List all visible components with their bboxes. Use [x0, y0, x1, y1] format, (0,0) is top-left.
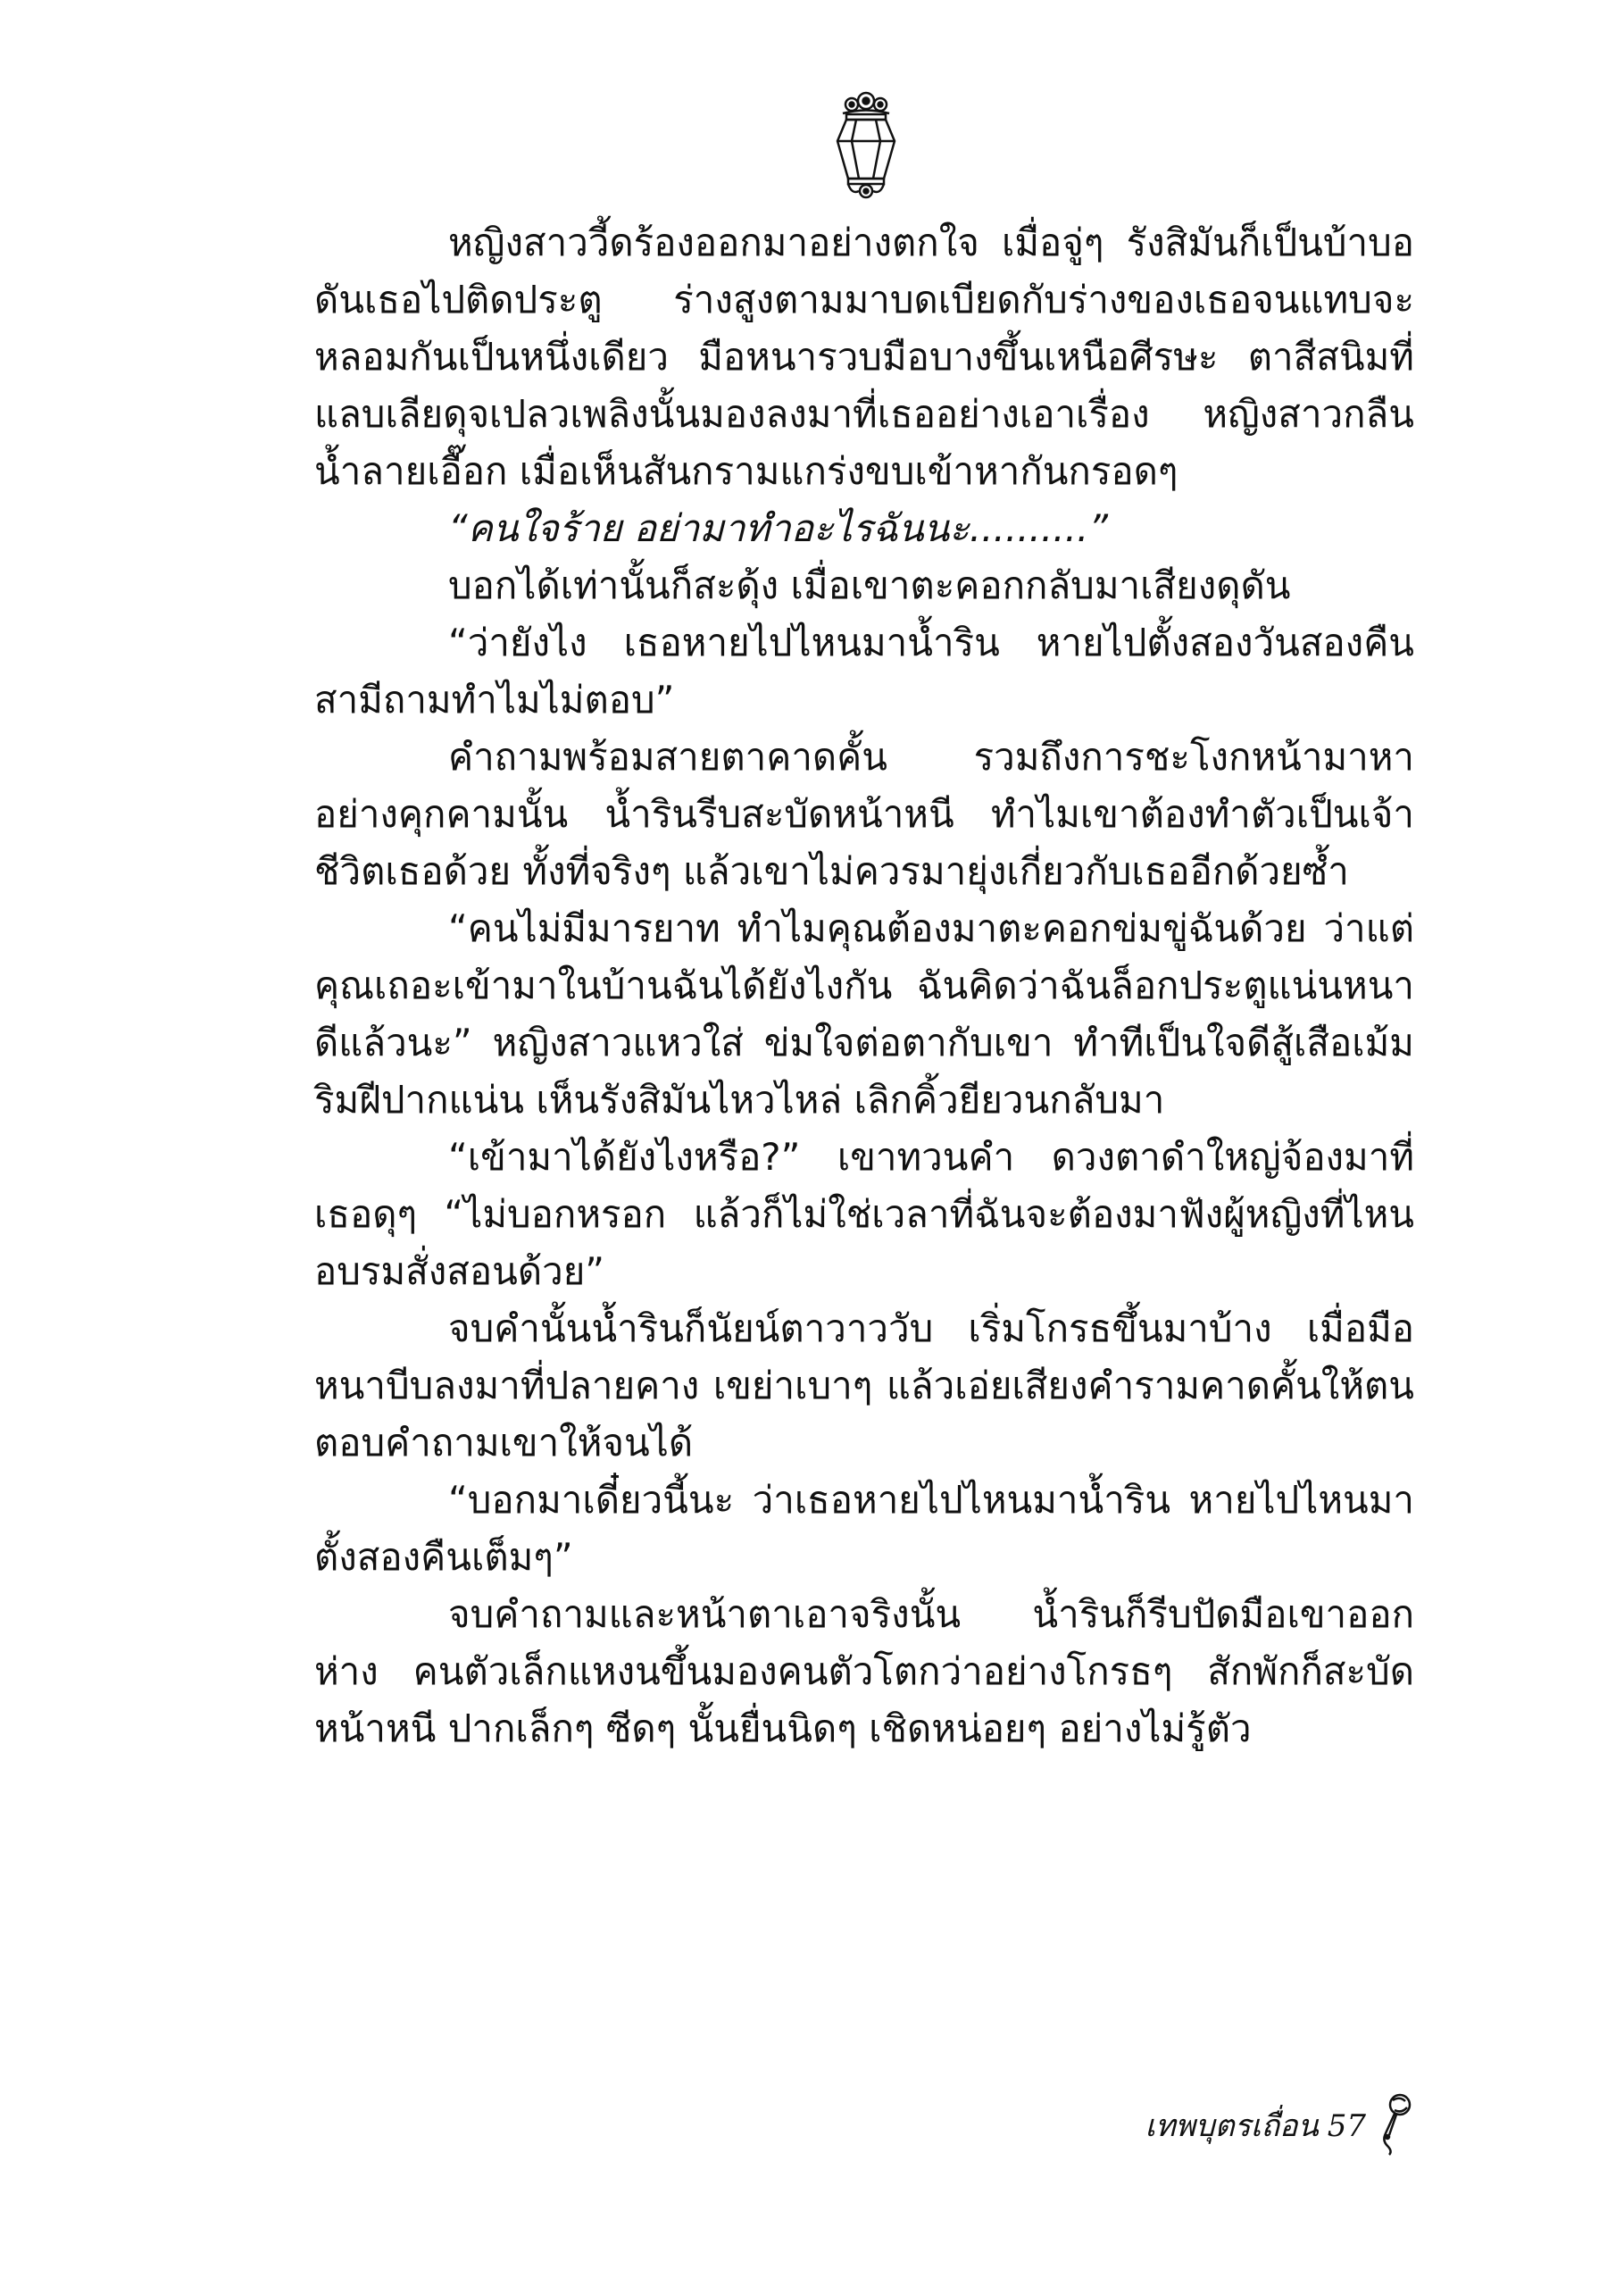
page-footer	[1145, 2085, 1437, 2157]
lantern-ornament-icon	[832, 89, 900, 201]
microphone-icon	[1370, 2092, 1421, 2157]
paragraph: คำถามพร้อมสายตาคาดคั้น รวมถึงการชะโงกหน้ามาหาอย่างคุกคามนั้น น้ำรินรีบสะบัดหน้าหนี ทำไมเขาต้องทำตัวเป็นเจ้าชีวิตเธอด้วย ทั้งที่จริงๆ แล้วเขาไม่ควรมายุ่งเกี่ยวกับเธออีกด้วยซ้ำ	[314, 735, 1414, 893]
body-text	[314, 214, 1414, 1757]
paragraph: “บอกมาเดี๋ยวนี้นะ ว่าเธอหายไปไหนมาน้ำริน หายไปไหนมาตั้งสองคืนเต็มๆ”	[314, 1478, 1414, 1579]
paragraph-dialogue-italic: “คนใจร้าย อย่ามาทำอะไรฉันนะ..........”	[448, 506, 1109, 550]
paragraph: จบคำนั้นน้ำรินก็นัยน์ตาวาววับ เริ่มโกรธขึ้นมาบ้าง เมื่อมือหนาบีบลงมาที่ปลายคาง เขย่าเบาๆ แล้วเอ่ยเสียงคำรามคาดคั้นให้ตนตอบคำถามเขาให้จนได้	[314, 1306, 1414, 1464]
page-number: 57	[1327, 2108, 1366, 2144]
paragraph: บอกได้เท่านั้นก็สะดุ้ง เมื่อเขาตะคอกกลับมาเสียงดุดัน	[448, 563, 1291, 607]
paragraph: “เข้ามาได้ยังไงหรือ?” เขาทวนคำ ดวงตาดำใหญ่จ้องมาที่เธอดุๆ “ไม่บอกหรอก แล้วก็ไม่ใช่เวลาที่ฉันจะต้องมาฟังผู้หญิงที่ไหนอบรมสั่งสอนด้วย”	[314, 1135, 1414, 1293]
running-footer	[1145, 2101, 1366, 2149]
paragraph: จบคำถามและหน้าตาเอาจริงนั้น น้ำรินก็รีบปัดมือเขาออกห่าง คนตัวเล็กแหงนขึ้นมองคนตัวโตกว่าอย่างโกรธๆ สักพักก็สะบัดหน้าหนี ปากเล็กๆ ซีดๆ นั้นยื่นนิดๆ เชิดหน่อยๆ อย่างไม่รู้ตัว	[314, 1592, 1414, 1750]
paragraph: “ว่ายังไง เธอหายไปไหนมาน้ำริน หายไปตั้งสองวันสองคืนสามีถามทำไมไม่ตอบ”	[314, 621, 1414, 722]
paragraph: “คนไม่มีมารยาท ทำไมคุณต้องมาตะคอกข่มขู่ฉันด้วย ว่าแต่คุณเถอะเข้ามาในบ้านฉันได้ยังไงกัน ฉันคิดว่าฉันล็อกประตูแน่นหนาดีแล้วนะ” หญิงสาวแหวใส่ ข่มใจต่อตากับเขา ทำทีเป็นใจดีสู้เสือเม้มริมฝีปากแน่น เห็นรังสิมันไหวไหล่ เลิกคิ้วยียวนกลับมา	[314, 906, 1414, 1122]
paragraph: หญิงสาววี้ดร้องออกมาอย่างตกใจ เมื่อจู่ๆ รังสิมันก็เป็นบ้าบอดันเธอไปติดประตู ร่างสูงตามมาบดเบียดกับร่างของเธอจนแทบจะหลอมกันเป็นหนึ่งเดียว มือหนารวบมือบางขึ้นเหนือศีรษะ ตาสีสนิมที่แลบเลียดุจเปลวเพลิงนั้นมองลงมาที่เธออย่างเอาเรื่อง หญิงสาวกลืนน้ำลายเอื๊อก เมื่อเห็นสันกรามแกร่งขบเข้าหากันกรอดๆ	[314, 221, 1414, 493]
book-title: เทพบุตรเถื่อน	[1145, 2108, 1319, 2144]
